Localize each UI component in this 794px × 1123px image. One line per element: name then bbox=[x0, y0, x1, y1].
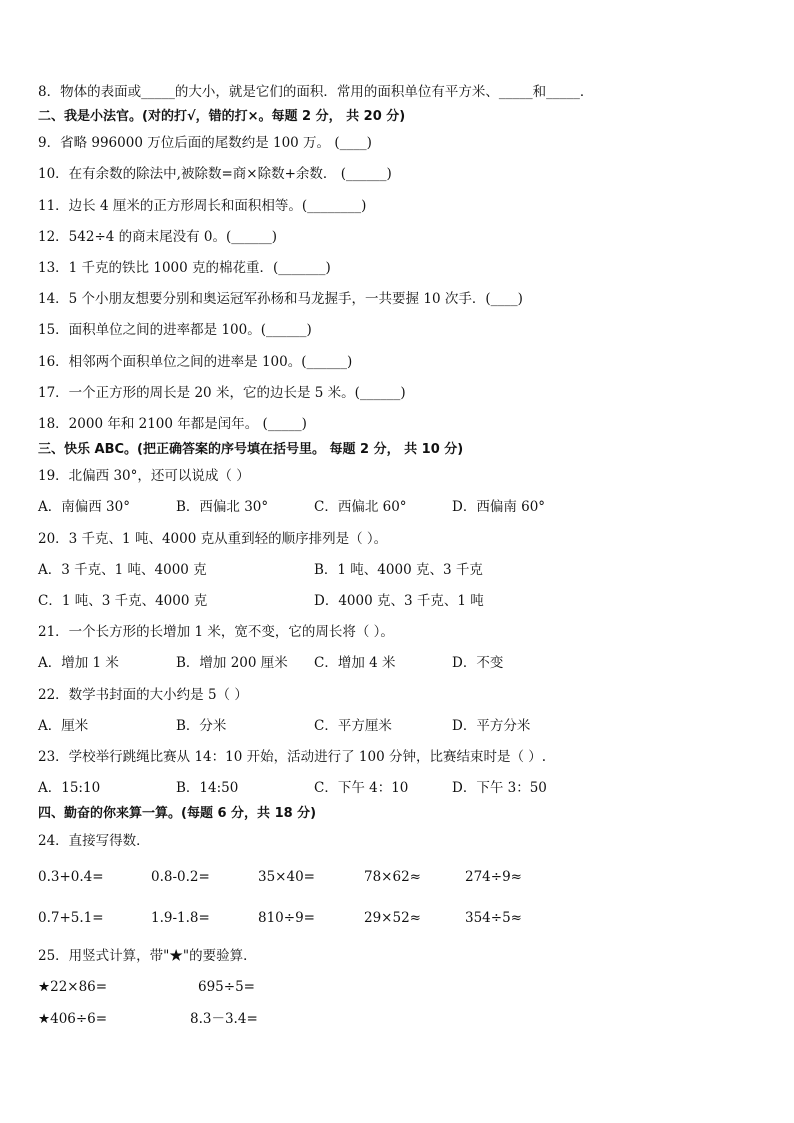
q20-option-a: A．3 千克、1 吨、4000 克 bbox=[38, 562, 207, 578]
question-22: 22．数学书封面的大小约是 5（ ） bbox=[38, 687, 248, 703]
calc-item: 78×62≈ bbox=[364, 869, 421, 885]
question-18: 18．2000 年和 2100 年都是闰年。 (_____) bbox=[38, 416, 307, 432]
vertical-calc-item: 695÷5= bbox=[198, 979, 255, 995]
vertical-calc-item: ★406÷6= bbox=[38, 1011, 108, 1027]
q21-option-b: B．增加 200 厘米 bbox=[176, 655, 288, 671]
question-24: 24．直接写得数． bbox=[38, 833, 150, 849]
q23-option-a: A．15:10 bbox=[38, 780, 101, 796]
q21-option-d: D．不变 bbox=[452, 655, 504, 671]
question-13: 13．1 千克的铁比 1000 克的棉花重．(_______) bbox=[38, 260, 331, 276]
calc-item: 0.3+0.4= bbox=[38, 869, 104, 885]
section-4-heading: 四、勤奋的你来算一算。(每题 6 分，共 18 分) bbox=[38, 806, 317, 821]
vertical-calc-item: 8.3－3.4= bbox=[190, 1011, 258, 1027]
calc-item: 35×40= bbox=[258, 869, 315, 885]
question-21: 21．一个长方形的长增加 1 米，宽不变，它的周长将（ ）。 bbox=[38, 624, 394, 640]
q23-option-b: B．14:50 bbox=[176, 780, 239, 796]
calc-item: 274÷9≈ bbox=[465, 869, 522, 885]
q19-option-c: C．西偏北 60° bbox=[314, 499, 407, 515]
question-11: 11．边长 4 厘米的正方形周长和面积相等。(________) bbox=[38, 198, 367, 214]
q21-option-c: C．增加 4 米 bbox=[314, 655, 396, 671]
question-14: 14．5 个小朋友想要分别和奥运冠军孙杨和马龙握手，一共要握 10 次手．(____) bbox=[38, 291, 523, 307]
calc-item: 354÷5≈ bbox=[465, 910, 522, 926]
calc-item: 0.8-0.2= bbox=[151, 869, 210, 885]
q21-option-a: A．增加 1 米 bbox=[38, 655, 119, 671]
calc-item: 1.9-1.8= bbox=[151, 910, 210, 926]
section-3-heading: 三、快乐 ABC。(把正确答案的序号填在括号里。 每题 2 分， 共 10 分) bbox=[38, 442, 464, 457]
q23-option-d: D．下午 3：50 bbox=[452, 780, 547, 796]
calc-item: 810÷9= bbox=[258, 910, 315, 926]
question-25: 25．用竖式计算，带"★"的要验算． bbox=[38, 948, 257, 964]
question-20: 20．3 千克、1 吨、4000 克从重到轻的顺序排列是（ ）。 bbox=[38, 531, 388, 547]
q22-option-c: C．平方厘米 bbox=[314, 718, 392, 734]
calc-item: 0.7+5.1= bbox=[38, 910, 104, 926]
question-16: 16．相邻两个面积单位之间的进率是 100。(______) bbox=[38, 354, 353, 370]
q23-option-c: C．下午 4：10 bbox=[314, 780, 409, 796]
q19-option-b: B．西偏北 30° bbox=[176, 499, 269, 515]
q22-option-b: B．分米 bbox=[176, 718, 227, 734]
question-23: 23．学校举行跳绳比赛从 14：10 开始，活动进行了 100 分钟，比赛结束时是（ ）. bbox=[38, 749, 547, 765]
calc-item: 29×52≈ bbox=[364, 910, 421, 926]
question-17: 17．一个正方形的周长是 20 米，它的边长是 5 米。(______) bbox=[38, 385, 406, 401]
q22-option-a: A．厘米 bbox=[38, 718, 89, 734]
vertical-calc-item: ★22×86= bbox=[38, 979, 108, 995]
question-12: 12．542÷4 的商末尾没有 0。(______) bbox=[38, 229, 278, 245]
question-10: 10．在有余数的除法中,被除数=商×除数+余数． (______) bbox=[38, 166, 392, 182]
q20-option-d: D．4000 克、3 千克、1 吨 bbox=[314, 593, 484, 609]
question-9: 9．省略 996000 万位后面的尾数约是 100 万。 (____) bbox=[38, 135, 372, 151]
question-19: 19．北偏西 30°，还可以说成（ ） bbox=[38, 468, 250, 484]
question-15: 15．面积单位之间的进率都是 100。(______) bbox=[38, 322, 312, 338]
question-8: 8．物体的表面或_____的大小，就是它们的面积．常用的面积单位有平方米、_____和_____． bbox=[38, 84, 594, 100]
q22-option-d: D．平方分米 bbox=[452, 718, 531, 734]
section-2-heading: 二、我是小法官。(对的打√，错的打×。每题 2 分， 共 20 分) bbox=[38, 109, 406, 124]
q20-option-c: C．1 吨、3 千克、4000 克 bbox=[38, 593, 208, 609]
q19-option-d: D．西偏南 60° bbox=[452, 499, 546, 515]
q19-option-a: A．南偏西 30° bbox=[38, 499, 130, 515]
q20-option-b: B．1 吨、4000 克、3 千克 bbox=[314, 562, 483, 578]
